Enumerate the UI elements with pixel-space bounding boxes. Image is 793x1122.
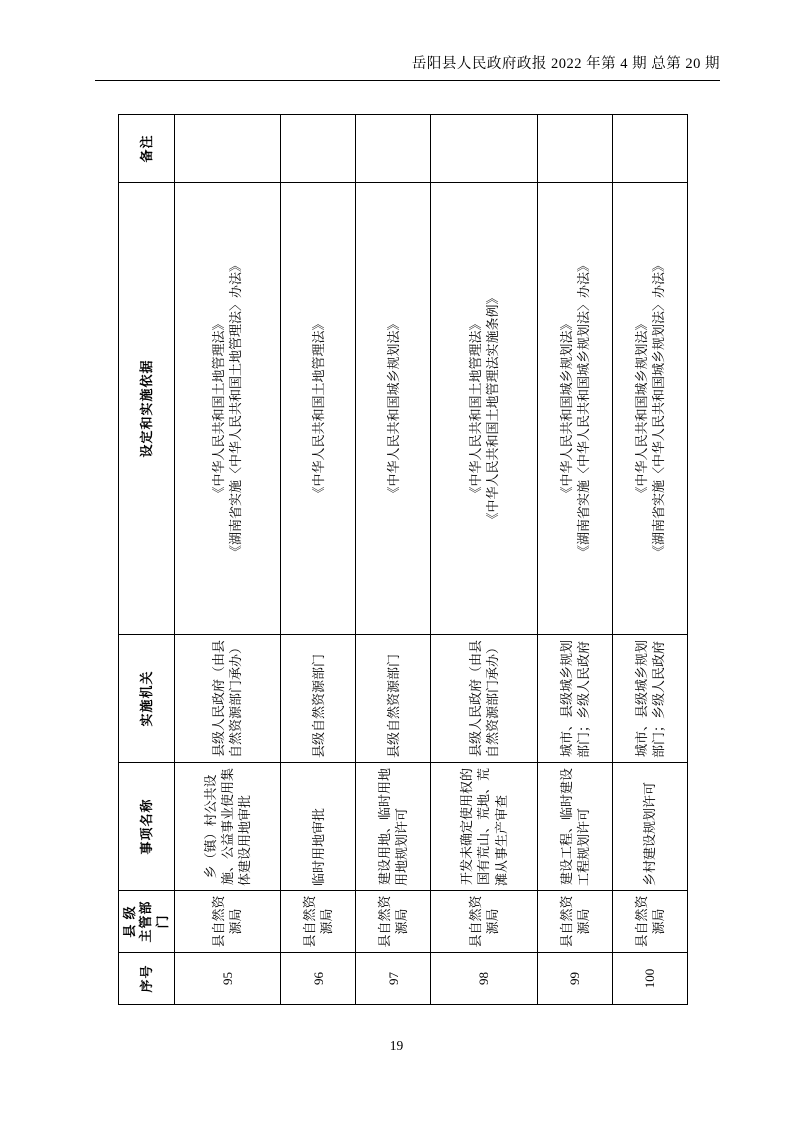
- table-header-row: [119, 115, 175, 1005]
- cell-department: 县自然资源局: [356, 891, 431, 953]
- page-number: 19: [389, 1038, 404, 1053]
- cell-remarks: [281, 115, 356, 183]
- cell-implementing-organ: 县级人民政府（由县自然资源部门承办）: [431, 635, 537, 763]
- legal-basis-line: 《中华人民共和国土地管理法》: [467, 317, 483, 500]
- cell-item-name: 乡村建设规划许可: [612, 763, 687, 891]
- cell-legal-basis: [281, 183, 356, 635]
- cell-seq: 100: [612, 953, 687, 1005]
- header-divider: [95, 80, 720, 81]
- cell-department: 县自然资源局: [281, 891, 356, 953]
- legal-basis-line: 《中华人民共和国城乡规划法》: [558, 317, 574, 500]
- column-header-seq: 序号: [119, 953, 175, 1005]
- legal-basis-line: 《湖南省实施〈中华人民共和国土地管理法〉办法》: [228, 259, 244, 559]
- cell-seq: 99: [537, 953, 612, 1005]
- cell-department: 县自然资源局: [537, 891, 612, 953]
- rotated-table-container: [118, 115, 688, 1005]
- table-row: [174, 115, 280, 1005]
- cell-legal-basis: [612, 183, 687, 635]
- cell-implementing-organ: 县级人民政府（由县自然资源部门承办）: [174, 635, 280, 763]
- legal-basis-line: 《中华人民共和国土地管理法实施条例》: [485, 291, 501, 526]
- cell-legal-basis: [356, 183, 431, 635]
- table-row: [612, 115, 687, 1005]
- legal-basis-line: 《中华人民共和国城乡规划法》: [633, 317, 649, 500]
- legal-basis-line: 《中华人民共和国土地管理法》: [211, 317, 227, 500]
- cell-implementing-organ: 县级自然资源部门: [281, 635, 356, 763]
- rotated-table-inner: [118, 115, 688, 1005]
- cell-remarks: [537, 115, 612, 183]
- cell-legal-basis: [537, 183, 612, 635]
- table-row: [281, 115, 356, 1005]
- cell-seq: 95: [174, 953, 280, 1005]
- legal-basis-line: 《湖南省实施〈中华人民共和国城乡规划法〉办法》: [575, 259, 591, 559]
- cell-remarks: [356, 115, 431, 183]
- cell-legal-basis: [174, 183, 280, 635]
- cell-department: 县自然资源局: [612, 891, 687, 953]
- cell-seq: 98: [431, 953, 537, 1005]
- column-header-legal-basis: 设定和实施依据: [119, 183, 175, 635]
- column-header-implementing-organ: 实施机关: [119, 635, 175, 763]
- administrative-items-table: [118, 114, 688, 1005]
- cell-seq: 97: [356, 953, 431, 1005]
- cell-implementing-organ: 城市、县级城乡规划部门；乡级人民政府: [537, 635, 612, 763]
- cell-item-name: 开发未确定使用权的国有荒山、荒地、荒滩从事生产审查: [431, 763, 537, 891]
- cell-item-name: 临时用地审批: [281, 763, 356, 891]
- cell-department: 县自然资源局: [174, 891, 280, 953]
- cell-item-name: 乡（镇）村公共设施、公益事业使用集体建设用地审批: [174, 763, 280, 891]
- table-row: [431, 115, 537, 1005]
- column-header-item-name: 事项名称: [119, 763, 175, 891]
- legal-basis-line: 《中华人民共和国城乡规划法》: [385, 317, 401, 500]
- column-header-department-line1: 县 级: [122, 905, 137, 938]
- cell-remarks: [612, 115, 687, 183]
- column-header-department: [119, 891, 175, 953]
- cell-remarks: [174, 115, 280, 183]
- column-header-department-line2: 主管部门: [138, 900, 170, 943]
- table-row: [537, 115, 612, 1005]
- cell-legal-basis: [431, 183, 537, 635]
- cell-department: 县自然资源局: [431, 891, 537, 953]
- legal-basis-line: 《湖南省实施〈中华人民共和国城乡规划法〉办法》: [650, 259, 666, 559]
- cell-implementing-organ: 县级自然资源部门: [356, 635, 431, 763]
- cell-seq: 96: [281, 953, 356, 1005]
- table-row: [356, 115, 431, 1005]
- cell-item-name: 建设用地、临时用地用地规划许可: [356, 763, 431, 891]
- cell-implementing-organ: 城市、县级城乡规划部门；乡级人民政府: [612, 635, 687, 763]
- cell-remarks: [431, 115, 537, 183]
- cell-item-name: 建设工程、临时建设工程规划许可: [537, 763, 612, 891]
- legal-basis-line: 《中华人民共和国土地管理法》: [310, 317, 326, 500]
- page-header-text: 岳阳县人民政府政报 2022 年第 4 期 总第 20 期: [411, 56, 720, 72]
- column-header-remarks: 备注: [119, 115, 175, 183]
